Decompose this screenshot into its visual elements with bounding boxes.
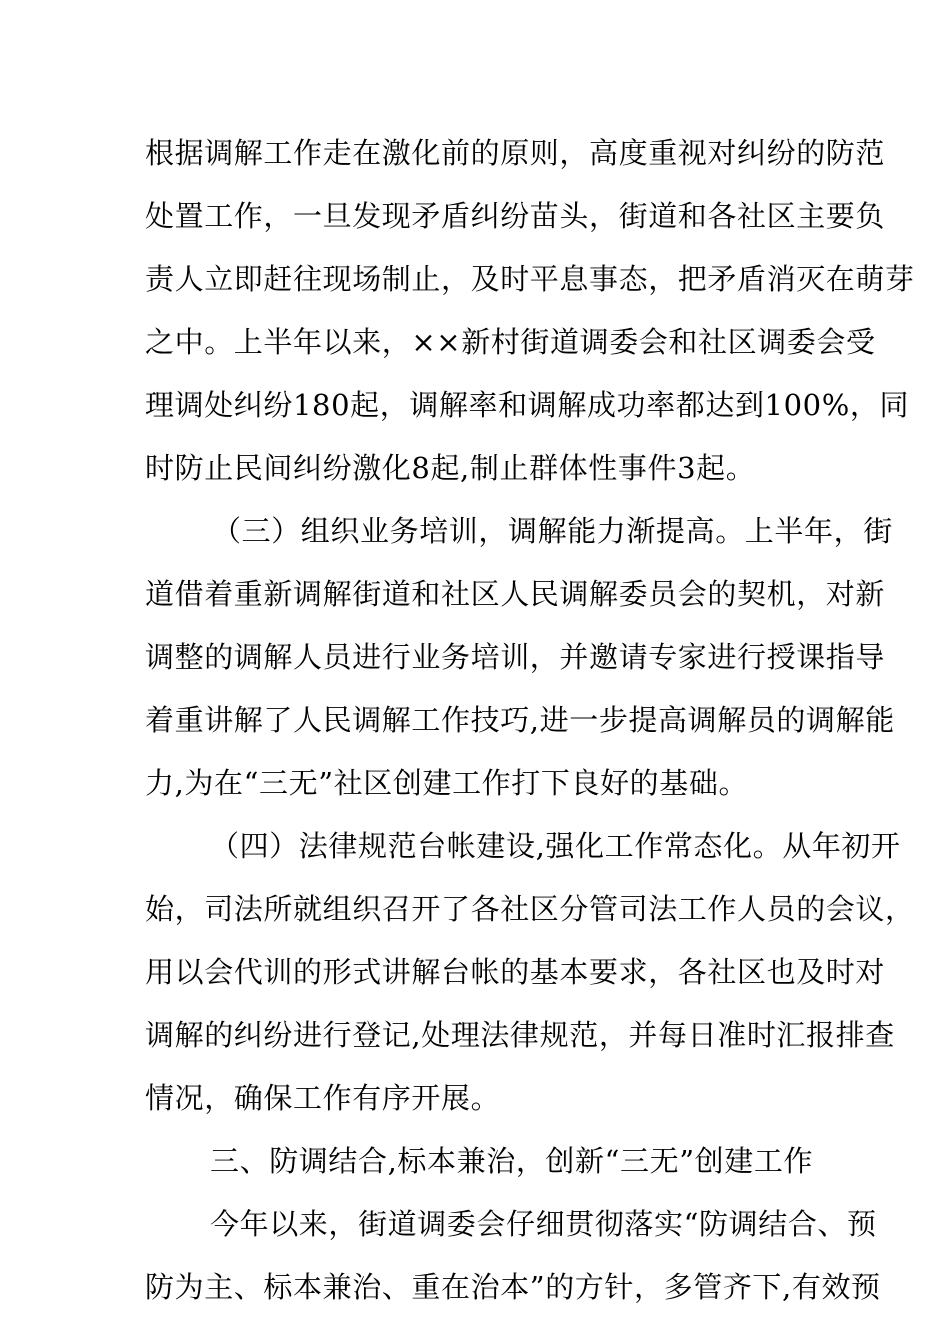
paragraph-line: 责人立即赶往现场制止，及时平息事态，把矛盾消灭在萌芽: [145, 262, 915, 296]
paragraph-line: 道借着重新调解街道和社区人民调解委员会的契机，对新: [145, 577, 886, 611]
paragraph-line: 防为主、标本兼治、重在治本”的方针，多管齐下,有效预: [145, 1270, 881, 1304]
paragraph-line: 处置工作，一旦发现矛盾纠纷苗头，街道和各社区主要负: [145, 199, 886, 233]
paragraph-line: 力,为在“三无”社区创建工作打下良好的基础。: [145, 766, 749, 800]
paragraph-line: 根据调解工作走在激化前的原则，高度重视对纠纷的防范: [145, 136, 886, 170]
paragraph-line: 之中。上半年以来，××新村街道调委会和社区调委会受: [145, 325, 876, 359]
section-title: 三、防调结合,标本兼治，创新“三无”创建工作: [210, 1144, 814, 1178]
paragraph-line: 情况，确保工作有序开展。: [145, 1081, 501, 1115]
paragraph-line: 调整的调解人员进行业务培训，并邀请专家进行授课指导: [145, 640, 886, 674]
paragraph-line: 着重讲解了人民调解工作技巧,进一步提高调解员的调解能: [145, 703, 895, 737]
paragraph-line: 理调处纠纷180起，调解率和调解成功率都达到100%，同: [145, 388, 910, 422]
section-heading-line: （三）组织业务培训，调解能力渐提高。上半年，街: [212, 514, 893, 548]
paragraph-line: 用以会代训的形式讲解台帐的基本要求，各社区也及时对: [145, 955, 886, 989]
paragraph-line: 时防止民间纠纷激化8起,制止群体性事件3起。: [145, 451, 756, 485]
paragraph-line: 调解的纠纷进行登记,处理法律规范，并每日准时汇报排查: [145, 1018, 895, 1052]
paragraph-line: 今年以来，街道调委会仔细贯彻落实“防调结合、预: [210, 1207, 877, 1241]
section-heading-line: （四）法律规范台帐建设,强化工作常态化。从年初开: [210, 829, 901, 863]
paragraph-line: 始，司法所就组织召开了各社区分管司法工作人员的会议，: [145, 892, 915, 926]
